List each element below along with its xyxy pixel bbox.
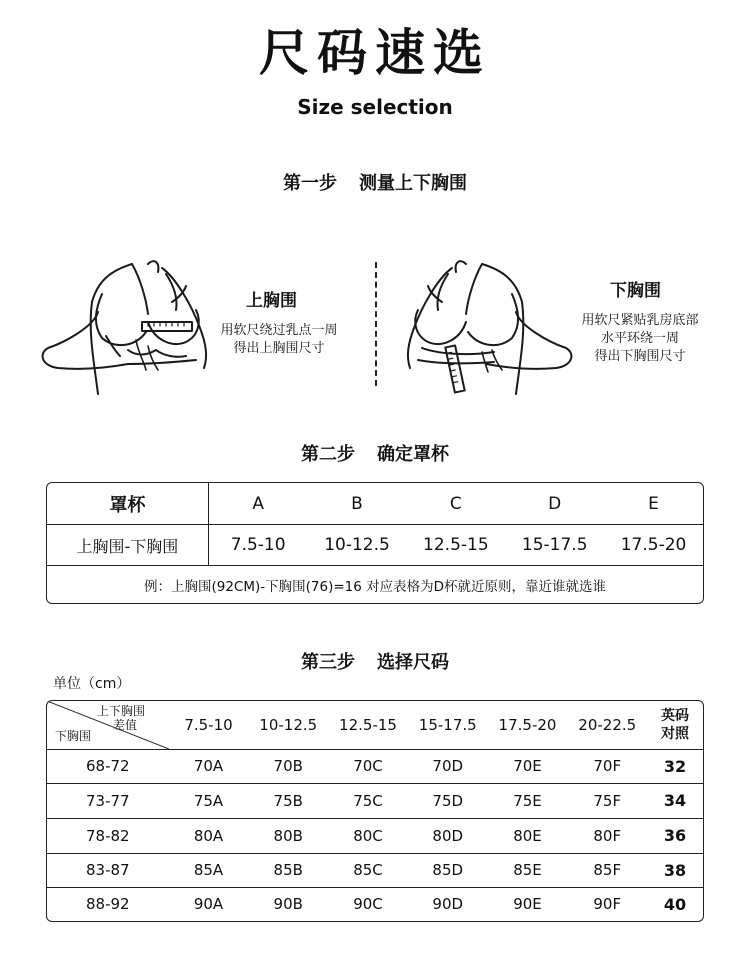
cup-letter: C (449, 493, 462, 514)
size-cell: 75D (432, 791, 464, 810)
size-table-header-row (47, 701, 703, 749)
size-cell: 70A (193, 757, 224, 775)
size-cell: 90C (353, 895, 383, 913)
table-row (47, 818, 703, 853)
upper-bust-desc (206, 322, 352, 358)
size-cell: 90E (513, 895, 542, 913)
size-cell: 85A (193, 861, 224, 879)
diff-range-header: 7.5-10 (184, 716, 233, 734)
diff-range-header: 17.5-20 (498, 716, 557, 734)
size-cell: 80E (513, 826, 542, 845)
corner-label-bottom: 下胸围 (55, 729, 92, 743)
uk-size-cell: 36 (663, 826, 687, 845)
cup-range: 17.5-20 (620, 535, 687, 555)
size-cell: 70C (353, 757, 383, 775)
under-bust-desc-line: 水平环绕一周 (600, 331, 679, 346)
size-cell: 85D (432, 861, 464, 879)
uk-size-cell: 38 (663, 860, 687, 880)
size-cell: 85C (353, 861, 383, 879)
cup-table-header-row (47, 483, 703, 525)
cup-range: 15-17.5 (521, 535, 588, 555)
size-cell: 80D (432, 826, 464, 845)
size-cell: 85E (513, 861, 542, 879)
cup-range-label: 上胸围-下胸围 (47, 525, 209, 565)
diff-range-header: 15-17.5 (418, 716, 477, 734)
diff-range-header: 10-12.5 (259, 716, 318, 734)
uk-size-header-line: 英码 (661, 708, 690, 724)
step3-name: 选择尺码 (377, 652, 449, 673)
upper-bust-desc-line: 得出上胸围尺寸 (233, 341, 325, 356)
size-cell: 75A (193, 791, 224, 810)
step2-name: 确定罩杯 (377, 444, 449, 465)
uk-size-cell: 34 (663, 791, 687, 810)
underbust-range: 73-77 (86, 791, 130, 810)
page-subtitle: Size selection (297, 95, 453, 119)
underbust-range: 83-87 (86, 861, 130, 879)
cup-table-note: 例：上胸围(92CM)-下胸围(76)=16 对应表格为D杯就近原则，靠近谁就选谁 (143, 578, 607, 595)
size-cell: 75C (353, 791, 383, 810)
table-row (47, 887, 703, 921)
size-cell: 80C (353, 826, 383, 845)
size-cell: 75E (513, 791, 542, 810)
cup-letter: A (252, 493, 264, 514)
size-cell: 70E (513, 757, 542, 775)
cup-table-range-row (47, 525, 703, 566)
under-bust-desc-line: 用软尺紧贴乳房底部 (581, 313, 699, 328)
cup-letter: D (548, 493, 562, 514)
size-cell: 85B (273, 861, 303, 879)
size-cell: 70B (273, 757, 303, 775)
cup-header-label: 罩杯 (47, 483, 209, 524)
size-cell: 70F (593, 757, 622, 775)
size-cell: 80A (193, 826, 224, 845)
corner-label-mid: 差值 (113, 718, 138, 732)
table-row (47, 749, 703, 783)
step1-name: 测量上下胸围 (359, 173, 467, 194)
underbust-range: 88-92 (86, 895, 130, 913)
size-table (46, 700, 704, 922)
cup-range: 7.5-10 (230, 535, 286, 555)
uk-size-header-line: 对照 (661, 726, 690, 742)
size-table-corner-cell (47, 701, 169, 749)
under-bust-measure-illustration-icon (398, 252, 578, 397)
cup-range: 10-12.5 (324, 535, 390, 555)
diff-range-header: 12.5-15 (339, 716, 397, 734)
size-cell: 90F (593, 895, 622, 913)
cup-letter: B (351, 493, 363, 514)
under-bust-title: 下胸围 (610, 281, 661, 301)
size-cell: 90B (273, 895, 303, 913)
cup-table (46, 482, 704, 604)
under-bust-desc (566, 312, 714, 366)
size-cell: 90A (193, 895, 224, 913)
upper-bust-title: 上胸围 (246, 291, 297, 311)
step1-heading (0, 172, 750, 196)
upper-bust-measure-illustration-icon (36, 252, 216, 397)
cup-range: 12.5-15 (423, 535, 489, 555)
under-bust-desc-line: 得出下胸围尺寸 (594, 349, 686, 364)
size-cell: 85F (593, 861, 622, 879)
step2-heading (0, 443, 750, 467)
underbust-range: 78-82 (86, 826, 130, 845)
size-cell: 70D (432, 757, 464, 775)
uk-size-header (647, 701, 703, 749)
step3-heading (0, 651, 750, 675)
size-cell: 75F (593, 791, 622, 810)
size-cell: 90D (432, 895, 464, 913)
underbust-range: 68-72 (86, 757, 130, 775)
diff-range-header: 20-22.5 (578, 716, 637, 734)
step3-number: 第三步 (301, 652, 355, 673)
upper-bust-desc-line: 用软尺绕过乳点一周 (220, 323, 338, 338)
uk-size-cell: 32 (663, 756, 687, 776)
size-cell: 75B (273, 791, 303, 810)
step1-number: 第一步 (283, 173, 337, 194)
page-title: 尺码速选 (259, 24, 491, 82)
table-row (47, 783, 703, 818)
uk-size-cell: 40 (663, 894, 687, 914)
step1-divider (375, 262, 377, 386)
unit-label: 单位（cm） (53, 676, 131, 692)
size-cell: 80B (273, 826, 303, 845)
cup-letter: E (648, 493, 659, 514)
size-cell: 80F (593, 826, 622, 845)
table-row (47, 853, 703, 887)
corner-label-top: 上下胸围 (97, 704, 146, 718)
step2-number: 第二步 (301, 444, 355, 465)
